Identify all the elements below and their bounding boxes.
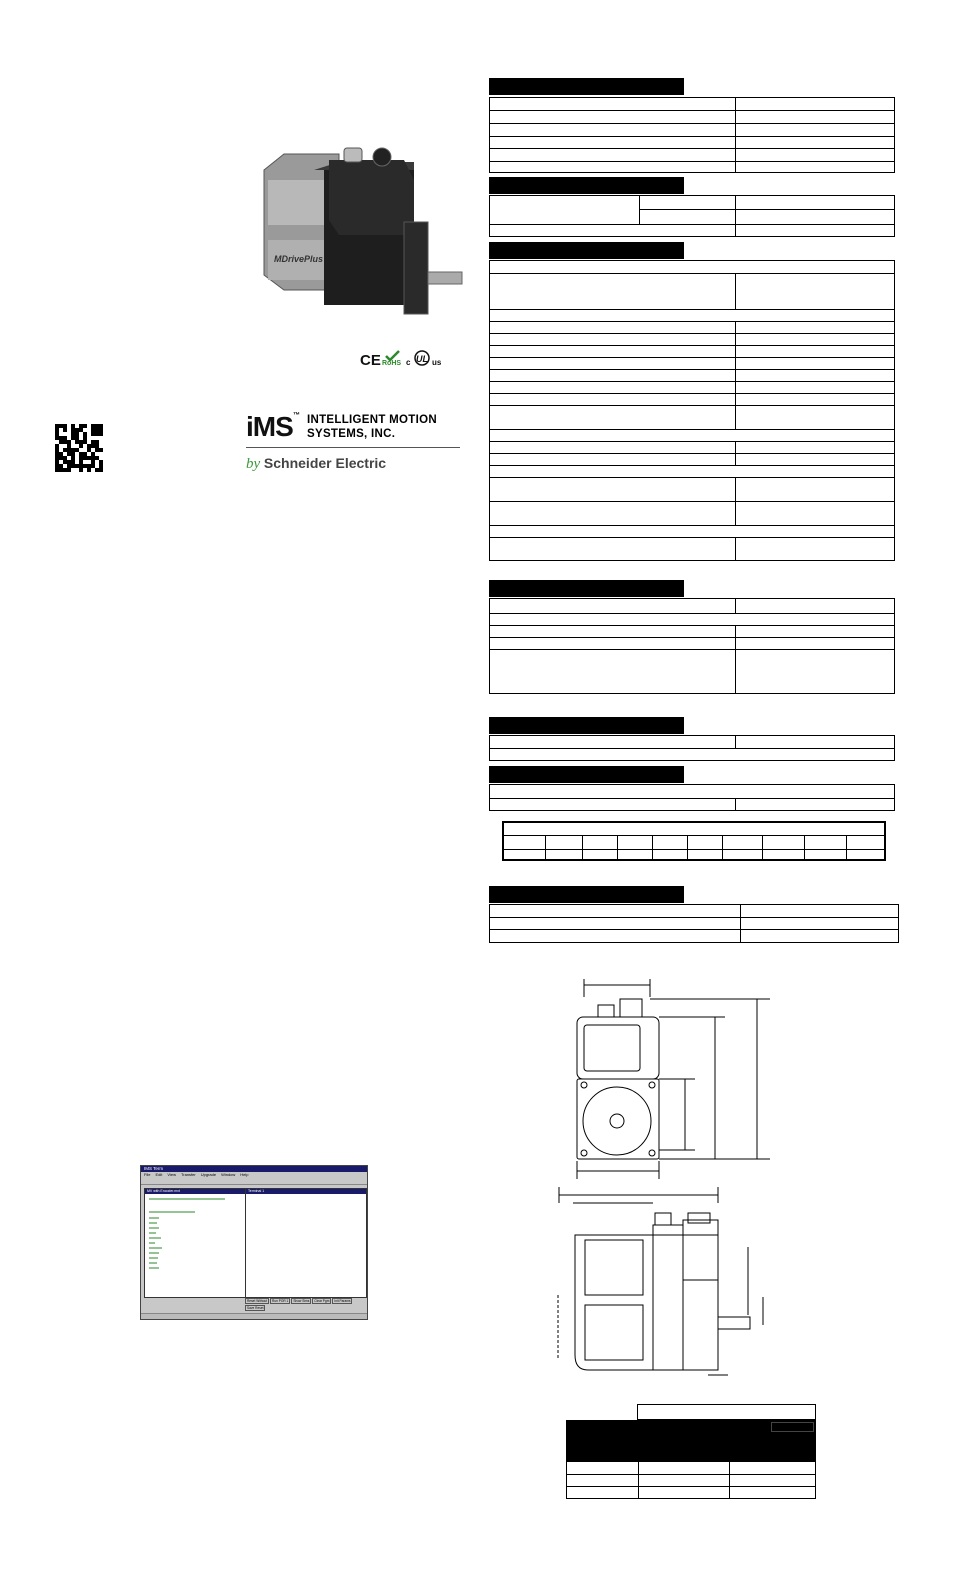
product-label: MDrivePlus [274, 254, 324, 264]
table-row [490, 453, 894, 465]
table-row [490, 613, 894, 625]
side-view-drawing [553, 1185, 778, 1395]
init-button[interactable]: Init Params [334, 1299, 351, 1303]
editor-code-lines [145, 1194, 243, 1294]
table-row [490, 917, 898, 929]
save-button[interactable]: Save Reset [247, 1306, 264, 1310]
brand-text: iMS [246, 412, 293, 440]
byline-by: by [246, 456, 261, 472]
ce-mark: CE [360, 352, 381, 369]
logo-divider [246, 447, 460, 448]
table-row [490, 369, 894, 381]
spec-table [489, 97, 895, 173]
product-photo [244, 140, 466, 320]
spec-table [489, 598, 895, 694]
table-row [490, 321, 894, 333]
table-row [490, 429, 894, 441]
byline-parent: Schneider Electric [263, 455, 387, 471]
section-header-bar [489, 766, 684, 783]
qr-code [55, 424, 103, 472]
clear-button[interactable]: Clear Pgm [314, 1299, 330, 1303]
table-row [490, 309, 894, 321]
table-row [490, 465, 894, 477]
table-row [490, 357, 894, 369]
company-name [307, 413, 437, 441]
options-grid-table [502, 821, 886, 861]
table-row [490, 785, 894, 798]
table-row [490, 599, 894, 613]
table-row [490, 110, 894, 123]
terminal-pane [245, 1188, 367, 1298]
terminal-title: Terminal 1 [246, 1189, 366, 1194]
table-header-cell [637, 1404, 816, 1420]
menu-transfer[interactable]: Transfer [180, 1172, 196, 1177]
dimensions-table [566, 1404, 816, 1499]
table-row [490, 929, 898, 942]
toolbar [141, 1178, 367, 1185]
spec-table [489, 195, 895, 237]
ul-c-label: c [406, 358, 411, 367]
spec-table [489, 904, 899, 943]
menu-window[interactable]: Window [221, 1172, 236, 1177]
company-line-2: SYSTEMS, INC. [307, 428, 396, 440]
table-row [490, 333, 894, 345]
section-header-bar [489, 717, 684, 734]
table-row [490, 625, 894, 637]
table-row [490, 501, 894, 525]
table-row [490, 161, 894, 172]
table-row [490, 261, 894, 273]
spec-table [489, 735, 895, 761]
table-row [490, 123, 894, 136]
company-line-1: INTELLIGENT MOTION [307, 414, 437, 426]
table-row [490, 405, 894, 429]
table-row [490, 649, 894, 693]
menu-help[interactable]: Help [240, 1172, 249, 1177]
menu-edit[interactable]: Edit [155, 1172, 163, 1177]
menu-file[interactable]: File [144, 1172, 151, 1177]
spec-table [489, 260, 895, 561]
table-row [490, 273, 894, 309]
window-title: IMS Term [144, 1166, 164, 1171]
ul-mark-icon [412, 350, 432, 366]
run-button[interactable]: Run POR 1 [272, 1299, 289, 1303]
spec-table [489, 784, 895, 811]
table-row [490, 525, 894, 537]
table-row [490, 381, 894, 393]
table-row [490, 736, 894, 748]
section-header-bar [489, 580, 684, 597]
software-screenshot [140, 1165, 368, 1320]
ul-us-label: us [432, 358, 442, 367]
reset-button[interactable]: Reset Without [247, 1299, 268, 1303]
menu-view[interactable]: View [167, 1172, 176, 1177]
section-header-bar [489, 886, 684, 903]
table-row [490, 798, 894, 810]
rohs-label: RoHS [382, 360, 402, 367]
table-row [490, 441, 894, 453]
table-body [566, 1461, 816, 1499]
menu-upgrade[interactable]: Upgrade [200, 1172, 217, 1177]
terminal-buttons [245, 1298, 365, 1311]
rohs-mark [381, 350, 403, 368]
table-row [490, 393, 894, 405]
table-row [490, 905, 898, 917]
byline [246, 455, 386, 473]
table-row [490, 748, 894, 760]
table-row [490, 98, 894, 110]
show-button[interactable]: Show Sims [293, 1299, 310, 1303]
section-header-bar [489, 242, 684, 259]
table-row [490, 345, 894, 357]
table-row [490, 224, 894, 236]
table-row [490, 477, 894, 501]
editor-pane [144, 1188, 246, 1298]
table-row [490, 196, 894, 224]
svg-text:UL: UL [416, 354, 428, 364]
trademark-sign: ™ [293, 412, 300, 419]
table-row [490, 537, 894, 560]
table-header-bar [566, 1420, 816, 1461]
status-bar [141, 1313, 367, 1319]
front-view-drawing [560, 975, 780, 1180]
table-row [490, 637, 894, 649]
editor-title: MV with Encoder.mxt [145, 1189, 245, 1194]
table-row [490, 148, 894, 161]
table-row [490, 136, 894, 148]
section-header-bar [489, 78, 684, 95]
section-header-bar [489, 177, 684, 194]
